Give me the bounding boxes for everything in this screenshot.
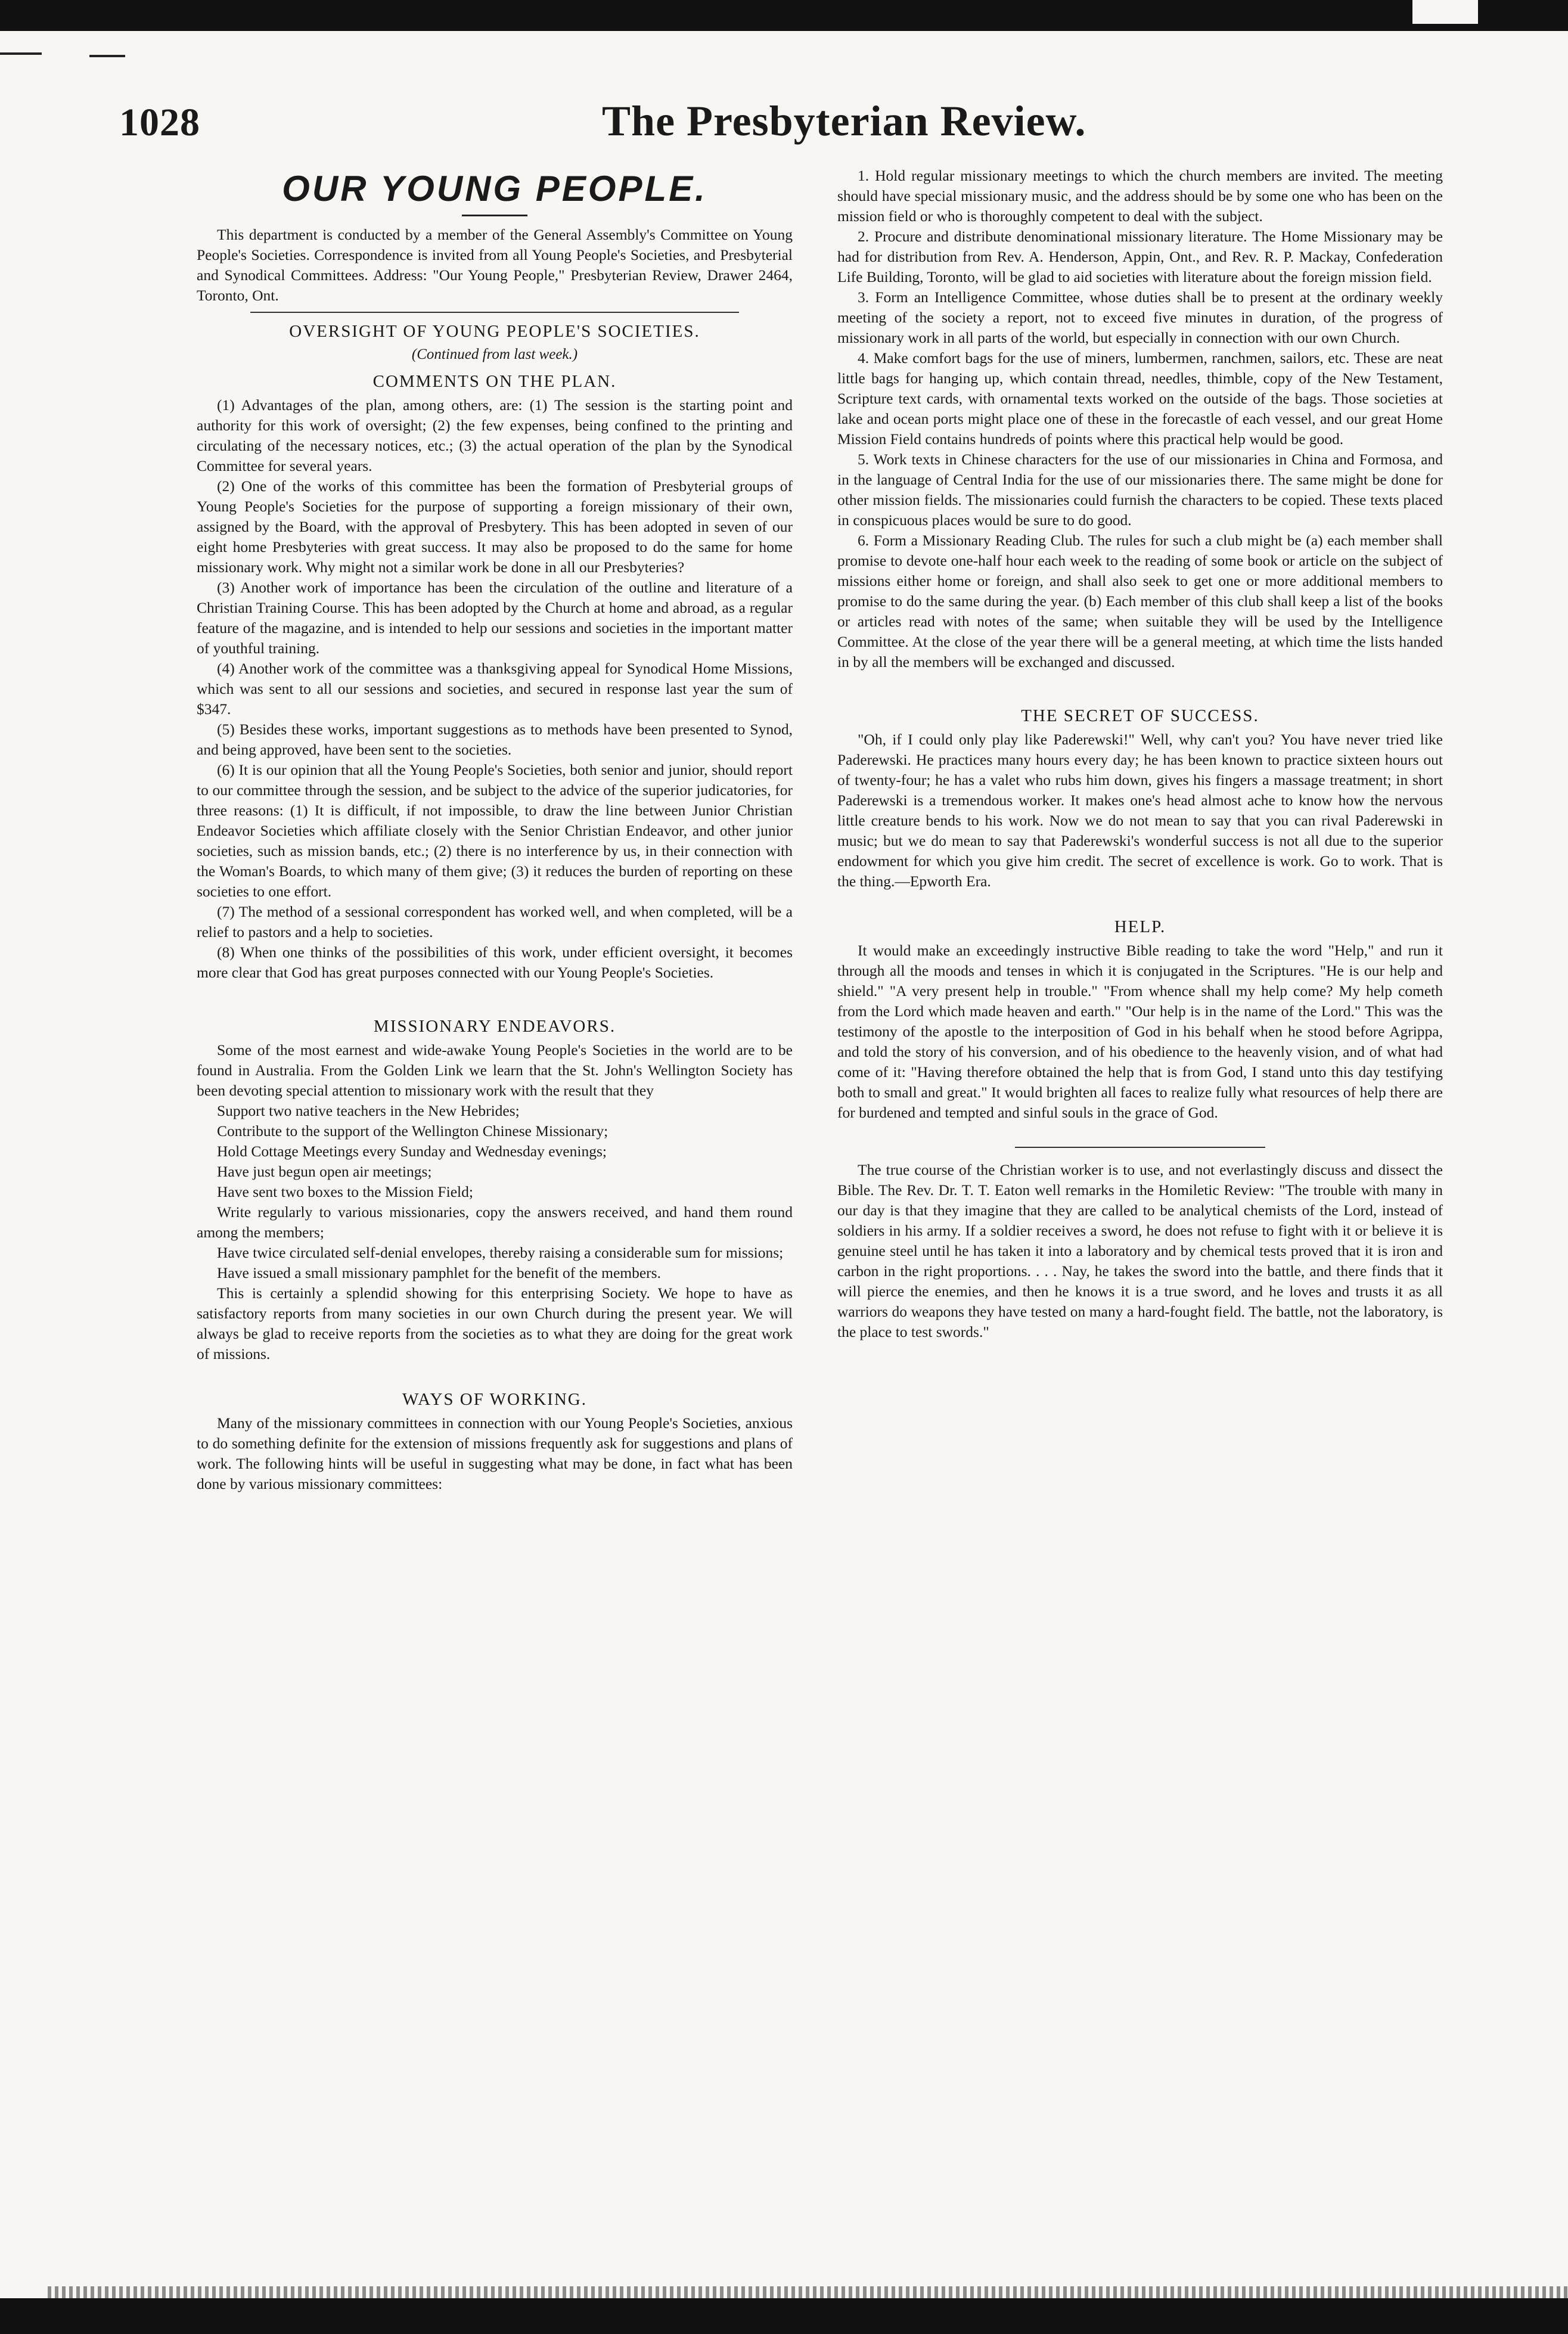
oversight-paragraph: (2) One of the works of this committee has been the formation of Presbyterial groups of Young People's Societies for the purpose of supporting a foreign missionary of their own, assigned by the Board, with the approval of Presbytery. This has been adopted in seven of our eight home Presbyteries with great success. It may also be proposed to do the same for home missionary work. Why might not a similar work be done in all our Presbyteries? bbox=[197, 477, 793, 576]
oversight-paragraph: (8) When one thinks of the possibilities of this work, under efficient oversight, it becomes more clear that God has great purposes connected with our Young People's Societies. bbox=[197, 943, 793, 981]
missionary-list-item: Have issued a small missionary pamphlet for the benefit of the members. bbox=[217, 1264, 661, 1281]
missionary-intro: Some of the most earnest and wide-awake Young People's Societies in the world are to be found in Australia. From the Golden Link we learn that the St. John's Wellington Society has been devoting special attention to missionary work with the result that they bbox=[197, 1041, 793, 1099]
oversight-paragraph: (3) Another work of importance has been the circulation of the outline and literature of a Christian Training Course. This has been adopted by the Church at home and abroad, as a regular feature of the magazine, and is intended to help our sessions and societies in the important matter of youthful training. bbox=[197, 579, 793, 657]
help-heading: HELP. bbox=[1114, 917, 1166, 936]
missionary-closing: This is certainly a splendid showing for this enterprising Society. We hope to have as satisfactory reports from many societies in our own Church during the present year. We will always be glad to receive reports from the societies as to what they are doing for the great work of missions. bbox=[197, 1284, 793, 1362]
missionary-list-item: Have sent two boxes to the Mission Field; bbox=[217, 1183, 473, 1200]
section-title-our-young-people: OUR YOUNG PEOPLE. bbox=[282, 169, 707, 209]
divider bbox=[250, 312, 739, 313]
ways-item: 5. Work texts in Chinese characters for the use of our missionaries in China and Formosa, and in the language of Central India for the use of our missionaries there. The same might be done for other mission fields. The missionaries could furnish the characters to be copied. These texts placed in conspicuous places would be sure to do good. bbox=[837, 451, 1443, 529]
comments-heading: COMMENTS ON THE PLAN. bbox=[372, 372, 617, 391]
scan-mark bbox=[0, 52, 42, 55]
scan-bottom-noise bbox=[48, 2286, 1568, 2298]
oversight-heading: OVERSIGHT OF YOUNG PEOPLE'S SOCIETIES. bbox=[289, 322, 700, 341]
scan-bottom-border bbox=[0, 2298, 1568, 2334]
ways-item: 2. Procure and distribute denominational missionary literature. The Home Missionary may be had for distribution from Rev. A. Henderson, Appin, Ont., and Rev. R. P. Mackay, Confederation Life Building, Toronto, will be glad to aid societies with literature about the foreign mission field. bbox=[837, 228, 1443, 285]
divider bbox=[462, 215, 527, 216]
missionary-list-item: Have twice circulated self-denial envelopes, thereby raising a considerable sum for missions; bbox=[217, 1244, 784, 1261]
missionary-heading: MISSIONARY ENDEAVORS. bbox=[373, 1017, 616, 1036]
missionary-list-item: Support two native teachers in the New Hebrides; bbox=[217, 1102, 520, 1119]
divider bbox=[1015, 1147, 1265, 1148]
scan-mark bbox=[89, 55, 125, 57]
oversight-paragraph: (4) Another work of the committee was a thanksgiving appeal for Synodical Home Missions, which was sent to all our sessions and societies, and secured in response last year the sum of $347. bbox=[197, 660, 793, 718]
scan-top-gap bbox=[1412, 0, 1478, 24]
ways-intro: Many of the missionary committees in connection with our Young People's Societies, anxious to do something definite for the extension of missions frequently ask for suggestions and plans of work. The following hints will be useful in suggesting what may be done, in fact what has been done by various missionary committees: bbox=[197, 1414, 793, 1492]
oversight-paragraph: (7) The method of a sessional correspondent has worked well, and when completed, will be a relief to pastors and a help to societies. bbox=[197, 903, 793, 941]
page-number: 1028 bbox=[119, 101, 200, 144]
ways-heading: WAYS OF WORKING. bbox=[402, 1390, 587, 1409]
right-column bbox=[837, 166, 1443, 1342]
running-head: The Presbyterian Review. bbox=[602, 97, 1086, 145]
scan-top-border bbox=[0, 0, 1568, 31]
missionary-list-item: Contribute to the support of the Wellington Chinese Missionary; bbox=[217, 1122, 608, 1140]
oversight-subheading: (Continued from last week.) bbox=[411, 346, 578, 362]
oversight-paragraph: (6) It is our opinion that all the Young People's Societies, both senior and junior, should report to our committee through the session, and be subject to the advice of the superior judicatories, for three reasons: (1) It is difficult, if not impossible, to draw the line between Junior Christian Endeavor Societies which affiliate closely with the Senior Christian Endeavor, and other junior societies, such as mission bands, etc.; (2) there is no interference by us, in their connection with the Woman's Boards, to which many of them give; (3) it reduces the burden of reporting on these societies to one effort. bbox=[197, 761, 793, 900]
missionary-list-item: Have just begun open air meetings; bbox=[217, 1163, 432, 1180]
success-body: "Oh, if I could only play like Paderewski!" Well, why can't you? You have never tried like Paderewski. He practices many hours every day; he has been known to practice sixteen hours out of twenty-four; he has a valet who rubs him down, gives his fingers a massage treatment; in short Paderewski is a tremendous worker. It makes one's head almost ache to know how the nervous little creature bends to his work. Now we do not mean to say that you can rival Paderewski in music; but we do mean to say that Paderewski's wonderful success is not all due to the superior endowment for which you give him credit. The secret of excellence is work. Go to work. That is the thing.—Epworth Era. bbox=[837, 731, 1443, 890]
ways-item: 6. Form a Missionary Reading Club. The rules for such a club might be (a) each member shall promise to devote one-half hour each week to the reading of some book or article on the subject of missions either home or foreign, and shall also seek to get one or more additional members to promise to do the same during the year. (b) Each member of this club shall keep a list of the books or articles read with notes of the same; when suitable they will be used by the Intelligence Committee. At the close of the year there will be a general meeting, at which time the lists handed in by all the members will be exchanged and discussed. bbox=[837, 532, 1443, 671]
department-intro: This department is conducted by a member of the General Assembly's Committee on Young People's Societies. Correspondence is invited from all Young People's Societies, and Presbyterial and Synodical Committees. Address: "Our Young People," Presbyterian Review, Drawer 2464, Toronto, Ont. bbox=[197, 226, 793, 304]
oversight-paragraph: (5) Besides these works, important suggestions as to methods have been presented to Synod, and being approved, have been sent to the societies. bbox=[197, 721, 793, 758]
missionary-list-item: Write regularly to various missionaries, copy the answers received, and hand them round among the members; bbox=[197, 1203, 793, 1241]
missionary-list-item: Hold Cottage Meetings every Sunday and Wednesday evenings; bbox=[217, 1143, 607, 1160]
closing-paragraph: The true course of the Christian worker is to use, and not everlastingly discuss and dissect the Bible. The Rev. Dr. T. T. Eaton well remarks in the Homiletic Review: "The trouble with many in our day is that they imagine that they are called to be analytical chemists of the Lord, instead of soldiers in his army. If a soldier receives a sword, he does not refuse to fight with it or believe it is genuine steel until he has taken it into a laboratory and by chemical tests proved that it is iron and carbon in the right proportions. . . . Nay, he takes the sword into the battle, and there finds that it will pierce the enemies, and then he knows it is a true sword, and he loves and trusts it as all warriors do weapons they have tested on many a hard-fought field. The battle, not the laboratory, is the place to test swords." bbox=[837, 1161, 1443, 1340]
ways-item: 4. Make comfort bags for the use of miners, lumbermen, ranchmen, sailors, etc. These are neat little bags for hanging up, which contain thread, needles, thimble, copy of the New Testament, Scripture text cards, with ornamental texts worked on the outside of the bags. Those societies at lake and ocean ports might place one of these in the forecastle of each vessel, and our great Home Mission Field contains hundreds of points where this practical help would be good. bbox=[837, 349, 1443, 448]
help-body: It would make an exceedingly instructive Bible reading to take the word "Help," and run it through all the moods and tenses in which it is conjugated in the Scriptures. "He is our help and shield." "A very present help in trouble." "From whence shall my help come? My help cometh from the Lord which made heaven and earth." "Our help is in the name of the Lord." This was the testimony of the apostle to the interposition of God in his behalf when he stood before Agrippa, and told the story of his conversion, and of his obedience to the heavenly vision, and of what had come of it: "Having therefore obtained the help that is from God, I stand unto this day testifying both to small and great." It would brighten all faces to realize fully what resources of help there are for burdened and tempted and sinful souls in the grace of God. bbox=[837, 942, 1443, 1121]
left-column bbox=[197, 165, 793, 1494]
success-heading: THE SECRET OF SUCCESS. bbox=[1021, 706, 1259, 725]
oversight-paragraph: (1) Advantages of the plan, among others, are: (1) The session is the starting point and authority for this work of oversight; (2) the few expenses, being confined to the printing and circulating of the necessary notices, etc.; (3) the actual operation of the plan by the Synodical Committee for several years. bbox=[197, 396, 793, 474]
ways-item: 3. Form an Intelligence Committee, whose duties shall be to present at the ordinary weekly meeting of the society a report, not to exceed five minutes in duration, of the progress of missionary work in all parts of the world, but especially in connection with our own Church. bbox=[837, 288, 1443, 346]
ways-item: 1. Hold regular missionary meetings to which the church members are invited. The meeting should have special missionary music, and the address should be by some one who has been on the mission field or who is thoroughly competent to deal with the subject. bbox=[837, 167, 1443, 225]
